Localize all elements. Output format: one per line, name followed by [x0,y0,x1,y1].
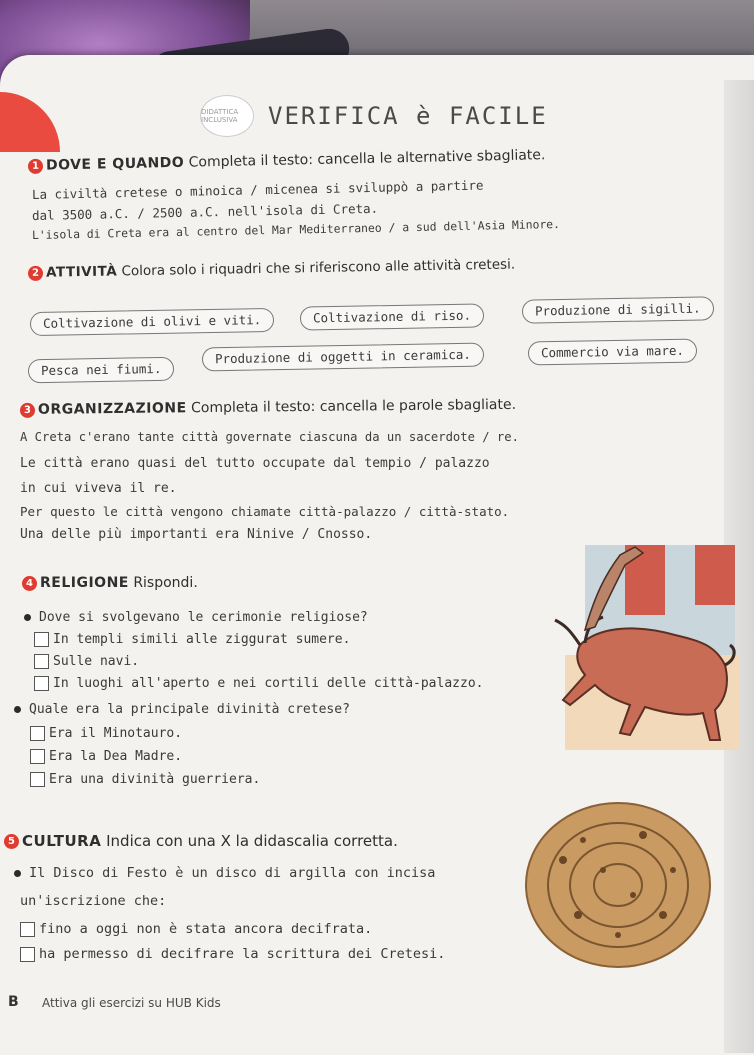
section-2-key: ATTIVITÀ [45,263,118,281]
checkbox[interactable] [34,654,49,669]
s4-q1-option-3[interactable] [34,676,483,691]
activity-pill-2[interactable]: Coltivazione di riso. [300,303,484,330]
activity-pill-5[interactable]: Produzione di oggetti in ceramica. [202,343,484,372]
s1-line-2[interactable]: dal 3500 a.C. / 2500 a.C. nell'isola di Creta. [31,200,379,223]
section-5-heading [4,832,398,850]
bullet [24,614,31,621]
s3-line-4[interactable]: Per questo le città vengono chiamate città-palazzo / città-stato. [20,504,510,519]
section-4-number: 4 [22,576,37,591]
s4-q2-option-1[interactable] [30,726,182,741]
section-5-instruction: Indica con una X la didascalia corretta. [106,832,398,850]
activity-pill-6[interactable]: Commercio via mare. [528,339,697,366]
s5-question-line-1 [14,865,435,881]
logo-text: DIDATTICA INCLUSIVA [201,108,239,124]
section-1-instruction: Completa il testo: cancella le alternative sbagliate. [188,147,546,171]
option-label: Sulle navi. [53,654,140,669]
option-label: In templi simili alle ziggurat sumere. [53,632,351,647]
checkbox[interactable] [20,947,35,962]
s4-q1-option-1[interactable] [34,632,350,647]
s5-option-1[interactable] [20,921,372,937]
activity-pill-3[interactable]: Produzione di sigilli. [522,296,714,323]
section-1-number: 1 [28,158,43,173]
option-label: Era il Minotauro. [49,726,183,741]
section-5-number: 5 [4,834,19,849]
section-1-key: DOVE E QUANDO [45,154,185,174]
s4-q2-text: Quale era la principale divinità cretese? [29,702,350,717]
s3-line-3[interactable]: in cui viveva il re. [20,481,177,496]
bullet [14,706,21,713]
s4-question-2 [14,702,350,717]
section-4-heading [22,575,198,591]
section-4-instruction: Rispondi. [133,575,198,591]
checkbox[interactable] [30,749,45,764]
disc-outer [526,803,710,967]
header [200,95,548,137]
checkbox[interactable] [20,922,35,937]
s4-q2-option-2[interactable] [30,749,182,764]
s1-line-1[interactable]: La civiltà cretese o minoica / micenea si sviluppò a partire [31,177,484,202]
checkbox[interactable] [30,772,45,787]
s5-q1-text: Il Disco di Festo è un disco di argilla con incisa [29,865,436,881]
section-4-key: RELIGIONE [40,575,129,591]
checkbox[interactable] [34,676,49,691]
s5-option-2[interactable] [20,946,445,962]
s3-line-2[interactable]: Le città erano quasi del tutto occupate dal tempio / palazzo [20,456,490,471]
bull-leaping-fresco [525,535,740,755]
section-3-number: 3 [20,402,35,417]
option-label: In luoghi all'aperto e nei cortili delle città-palazzo. [53,676,484,691]
s4-q2-option-3[interactable] [30,772,260,787]
section-2-number: 2 [28,265,43,280]
fresco-red-panel [695,545,735,605]
activity-pill-1[interactable]: Coltivazione di olivi e viti. [30,308,275,336]
s4-q1-text: Dove si svolgevano le cerimonie religiose? [39,610,368,625]
s4-q1-option-2[interactable] [34,654,139,669]
s3-line-1[interactable]: A Creta c'erano tante città governate ciascuna da un sacerdote / re. [20,430,519,444]
didattica-logo [200,95,254,137]
bullet [14,870,21,877]
activity-pill-4[interactable]: Pesca nei fiumi. [28,357,175,384]
section-2-instruction: Colora solo i riquadri che si riferiscono alle attività cretesi. [121,256,516,280]
section-3-instruction: Completa il testo: cancella le parole sbagliate. [190,396,517,417]
section-5-key: CULTURA [22,832,102,850]
s1-line-3[interactable]: L'isola di Creta era al centro del Mar Mediterraneo / a sud dell'Asia Minore. [31,216,561,242]
option-label: fino a oggi non è stata ancora decifrata. [39,921,373,937]
s3-line-5[interactable]: Una delle più importanti era Ninive / Cnosso. [20,527,373,542]
page-letter: B [8,994,19,1010]
phaistos-disc-image [523,800,713,970]
option-label: Era una divinità guerriera. [49,772,261,787]
footer-hub-kids-link[interactable]: Attiva gli esercizi su HUB Kids [42,996,221,1010]
s4-question-1 [24,610,368,625]
option-label: Era la Dea Madre. [49,749,183,764]
s5-question-line-2: un'iscrizione che: [20,893,167,909]
page-title: VERIFICA è FACILE [268,102,548,130]
checkbox[interactable] [34,632,49,647]
option-label: ha permesso di decifrare la scrittura dei Cretesi. [39,946,446,962]
section-3-key: ORGANIZZAZIONE [37,400,187,418]
checkbox[interactable] [30,726,45,741]
